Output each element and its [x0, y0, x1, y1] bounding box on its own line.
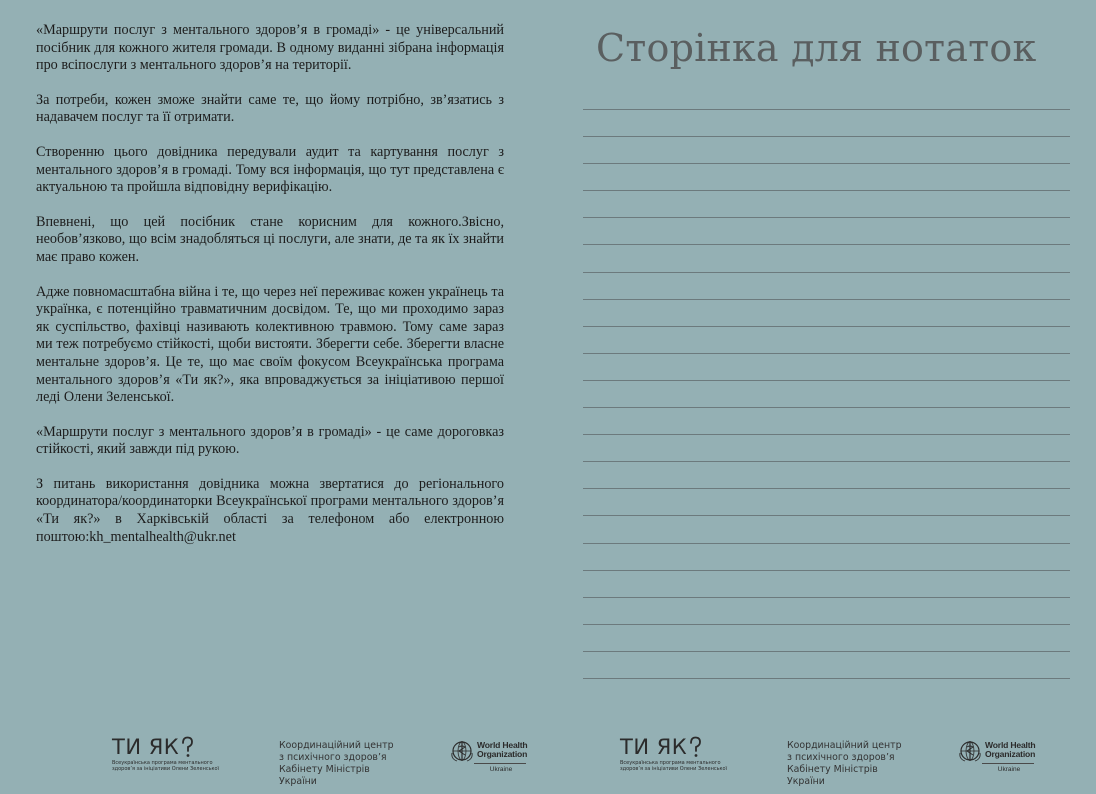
- note-line: [583, 380, 1070, 407]
- note-line: [583, 190, 1070, 217]
- who-divider: [474, 763, 526, 764]
- note-line: [583, 109, 1070, 136]
- coordination-center-text: Координаційний центр з психічного здоров’я Кабінету Міністрів України: [787, 740, 902, 787]
- ty-yak-logo: [620, 736, 735, 772]
- note-line: [583, 163, 1070, 190]
- note-line: [583, 272, 1070, 299]
- note-line: [583, 488, 1070, 515]
- notes-lines: [583, 109, 1070, 705]
- note-line: [583, 597, 1070, 624]
- note-line: [583, 461, 1070, 488]
- note-line: [583, 407, 1070, 434]
- question-mark-icon: [689, 736, 701, 758]
- note-line: [583, 353, 1070, 380]
- who-emblem-icon: [958, 739, 982, 763]
- intro-text-column: [36, 22, 504, 563]
- ty-yak-logo: [112, 736, 227, 772]
- note-line: [583, 624, 1070, 651]
- intro-paragraph-5: Адже повномасштабна війна і те, що через неї переживає кожен українець та українка, є потенційно травматичним досвідом. Те, що ми проходимо зараз як суспільство, фахівці називають колективною травмою. Тому саме зараз ми теж потребуємо стійкості, щоби вистояти. Зберегти себе. Зберегти власне ментальне здоров’я. Це те, що має своїм фокусом Всеукраїнська програма ментального здоров’я «Ти як?», яка впроваджується за ініціативою першої леді Олени Зеленської.: [36, 283, 504, 406]
- note-line: [583, 678, 1070, 705]
- who-divider: [982, 763, 1034, 764]
- intro-paragraph-7: З питань використання довідника можна звертатися до регіонального координатора/координаторки Всеукраїнської програми ментального здоров’я «Ти як?» в Харківській області за телефоном або електронною поштою:kh_mentalhealth@ukr.net: [36, 475, 504, 545]
- coordination-center-text: Координаційний центр з психічного здоров’я Кабінету Міністрів України: [279, 740, 394, 787]
- note-line: [583, 434, 1070, 461]
- note-line: [583, 570, 1070, 597]
- note-line: [583, 651, 1070, 678]
- ty-yak-logo-text: ТИ ЯК: [112, 735, 180, 759]
- note-line: [583, 543, 1070, 570]
- ty-yak-logo-subtitle: Всеукраїнська програма ментального здоров’я за ініціативи Олени Зеленської: [620, 760, 728, 772]
- note-line: [583, 515, 1070, 542]
- who-emblem-icon: [450, 739, 474, 763]
- intro-paragraph-3: Створенню цього довідника передували аудит та картування послуг з ментального здоров’я в громаді. Тому вся інформація, що тут представлена є актуальною та пройшла відповідну верифікацію.: [36, 143, 504, 196]
- question-mark-icon: [181, 736, 193, 758]
- note-line: [583, 136, 1070, 163]
- who-logo: [450, 738, 540, 774]
- note-line: [583, 326, 1070, 353]
- intro-paragraph-4: Впевнені, що цей посібник стане корисним для кожного.Звісно, необов’язково, що всім знадобляться ці послуги, але знати, де та як їх знайти має право кожен.: [36, 213, 504, 265]
- who-country: Ukraine: [997, 766, 1021, 773]
- who-name: World Health Organization: [477, 740, 528, 759]
- ty-yak-logo-subtitle: Всеукраїнська програма ментального здоров’я за ініціативи Олени Зеленської: [112, 760, 220, 772]
- note-line: [583, 244, 1070, 271]
- who-logo: [958, 738, 1048, 774]
- who-country: Ukraine: [489, 766, 513, 773]
- footer-right: [620, 728, 1050, 787]
- intro-paragraph-1: «Маршрути послуг з ментального здоров’я в громаді» - це універсальний посібник для кожного жителя громади. В одному виданні зібрана інформація про всіпослуги з ментального здоров’я на території.: [36, 22, 504, 74]
- intro-paragraph-2: За потреби, кожен зможе знайти саме те, що йому потрібно, зв’язатись з надавачем послуг та її отримати.: [36, 91, 504, 126]
- notes-page-title: Сторінка для нотаток: [596, 26, 1037, 70]
- who-name: World Health Organization: [985, 740, 1036, 759]
- note-line: [583, 299, 1070, 326]
- note-line: [583, 217, 1070, 244]
- intro-paragraph-6: «Маршрути послуг з ментального здоров’я в громаді» - це саме дороговказ стійкості, який завжди під рукою.: [36, 423, 504, 458]
- ty-yak-logo-text: ТИ ЯК: [620, 735, 688, 759]
- footer-left: [112, 728, 542, 787]
